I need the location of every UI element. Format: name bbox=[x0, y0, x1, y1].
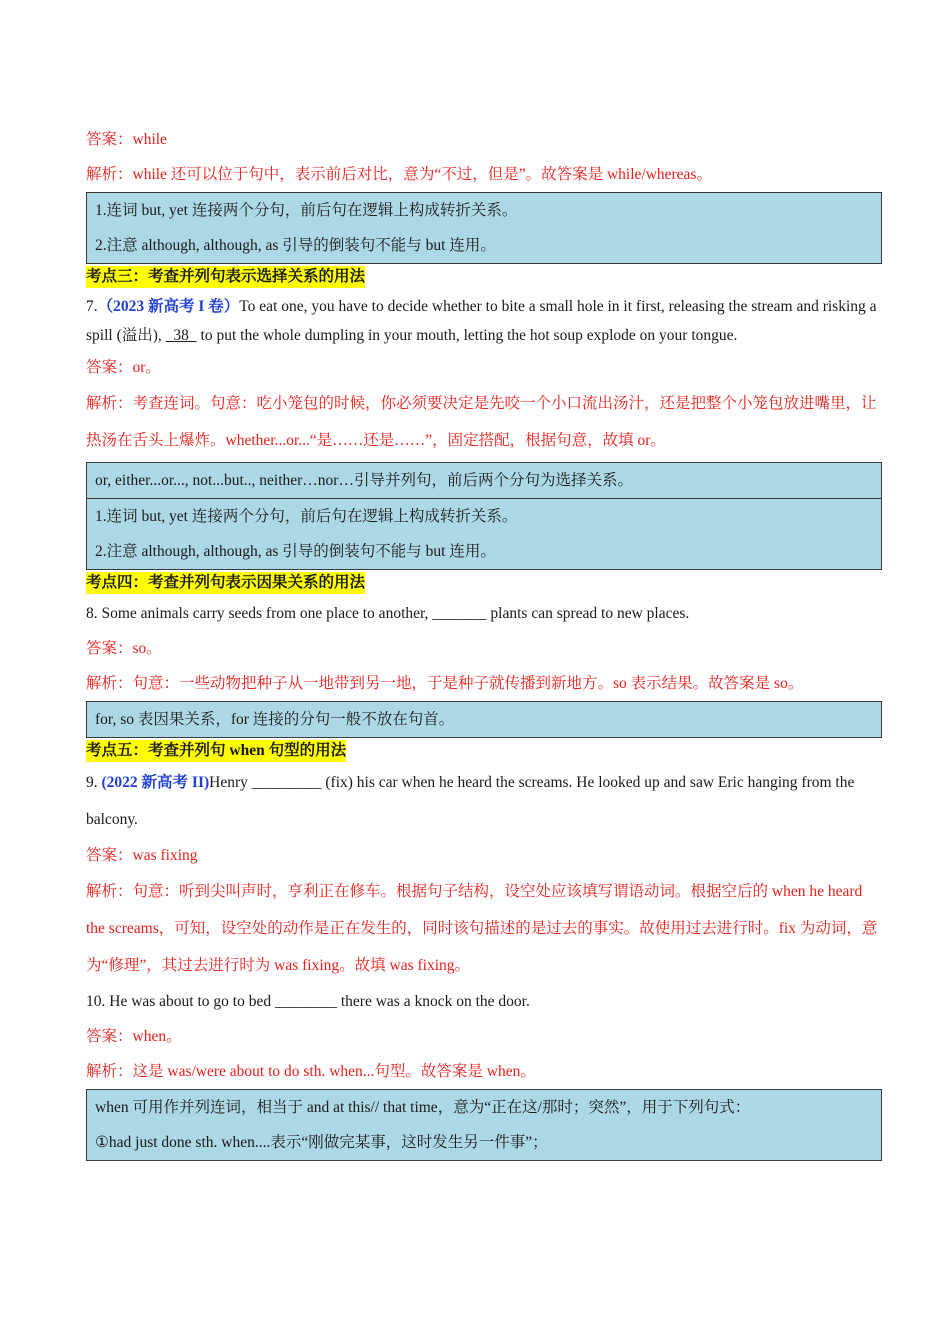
note-box-contrast bbox=[86, 192, 882, 264]
note-line: ①had just done sth. when....表示“刚做完某事，这时发生另一件事”； bbox=[95, 1134, 548, 1151]
q9-number: 9. bbox=[86, 774, 102, 791]
section-heading-4: 考点四：考查并列句表示因果关系的用法 bbox=[86, 572, 365, 594]
q10-question: 10. He was about to go to bed ________ there was a knock on the door. bbox=[86, 993, 530, 1010]
section-heading-5: 考点五：考查并列句 when 句型的用法 bbox=[86, 740, 346, 762]
note-box-cause bbox=[86, 701, 882, 738]
q7-text-1: To eat one, you have to decide whether to bite a small hole in it first, releasing the stream and risking a spill (溢出), bbox=[86, 298, 877, 344]
q8-question: 8. Some animals carry seeds from one place to another, _______ plants can spread to new places. bbox=[86, 605, 690, 622]
q10-answer: 答案：when。 bbox=[86, 1028, 182, 1045]
q10-analysis: 解析：这是 was/were about to do sth. when...句型。故答案是 when。 bbox=[86, 1063, 536, 1080]
note-box-when bbox=[86, 1089, 882, 1161]
note-line: for, so 表因果关系，for 连接的分句一般不放在句首。 bbox=[95, 711, 455, 728]
q9-text: Henry _________ (fix) his car when he heard the screams. He looked up and saw Eric hanging from the balcony. bbox=[86, 774, 855, 828]
page-content bbox=[86, 122, 882, 1161]
q7-number: 7. bbox=[86, 298, 98, 315]
note-line: 2.注意 although, although, as 引导的倒装句不能与 but 连用。 bbox=[95, 543, 496, 560]
q7-text-2: to put the whole dumpling in your mouth, letting the hot soup explode on your tongue. bbox=[196, 327, 738, 344]
q8-analysis: 解析：句意：一些动物把种子从一地带到另一地，于是种子就传播到新地方。so 表示结果。故答案是 so。 bbox=[86, 675, 804, 692]
note-line: when 可用作并列连词，相当于 and at this// that time，意为“正在这/那时；突然”，用于下列句式： bbox=[95, 1099, 751, 1116]
q7-source: （2023 新高考 I 卷） bbox=[97, 298, 240, 315]
q6-analysis: 解析：while 还可以位于句中，表示前后对比，意为“不过，但是”。故答案是 while/whereas。 bbox=[86, 166, 712, 183]
q7-answer: 答案：or。 bbox=[86, 359, 161, 376]
note-box-choice bbox=[86, 462, 882, 570]
note-line: 1.连词 but, yet 连接两个分句，前后句在逻辑上构成转折关系。 bbox=[95, 202, 518, 219]
q7-question bbox=[86, 292, 882, 350]
q8-answer: 答案：so。 bbox=[86, 640, 162, 657]
q9-question bbox=[86, 764, 882, 838]
q6-answer: 答案：while bbox=[86, 131, 167, 148]
section-heading-3: 考点三：考查并列句表示选择关系的用法 bbox=[86, 266, 365, 288]
note-line: 2.注意 although, although, as 引导的倒装句不能与 but 连用。 bbox=[95, 237, 496, 254]
note-line: 1.连词 but, yet 连接两个分句，前后句在逻辑上构成转折关系。 bbox=[95, 508, 518, 525]
q9-answer: 答案：was fixing bbox=[86, 847, 198, 864]
note-line: or, either...or..., not...but.., neither…nor…引导并列句，前后两个分句为选择关系。 bbox=[95, 472, 633, 489]
q7-blank: 38 bbox=[165, 327, 197, 344]
q9-analysis: 解析：句意：听到尖叫声时，亨利正在修车。根据句子结构，设空处应该填写谓语动词。根据空后的 when he heard the screams，可知，设空处的动作是正在发生的，同时该句描述的是过去的事实。故使用过去进行时。fix 为动词，意为“修理”，其过去进行时为 was fixing。故填 was fixing。 bbox=[86, 883, 878, 974]
q7-analysis: 解析：考查连词。句意：吃小笼包的时候，你必须要决定是先咬一个小口流出汤汁，还是把整个小笼包放进嘴里，让热汤在舌头上爆炸。whether...or...“是……还是……”，固定搭配，根据句意，故填 or。 bbox=[86, 395, 877, 449]
q9-source: (2022 新高考 II) bbox=[101, 774, 210, 791]
